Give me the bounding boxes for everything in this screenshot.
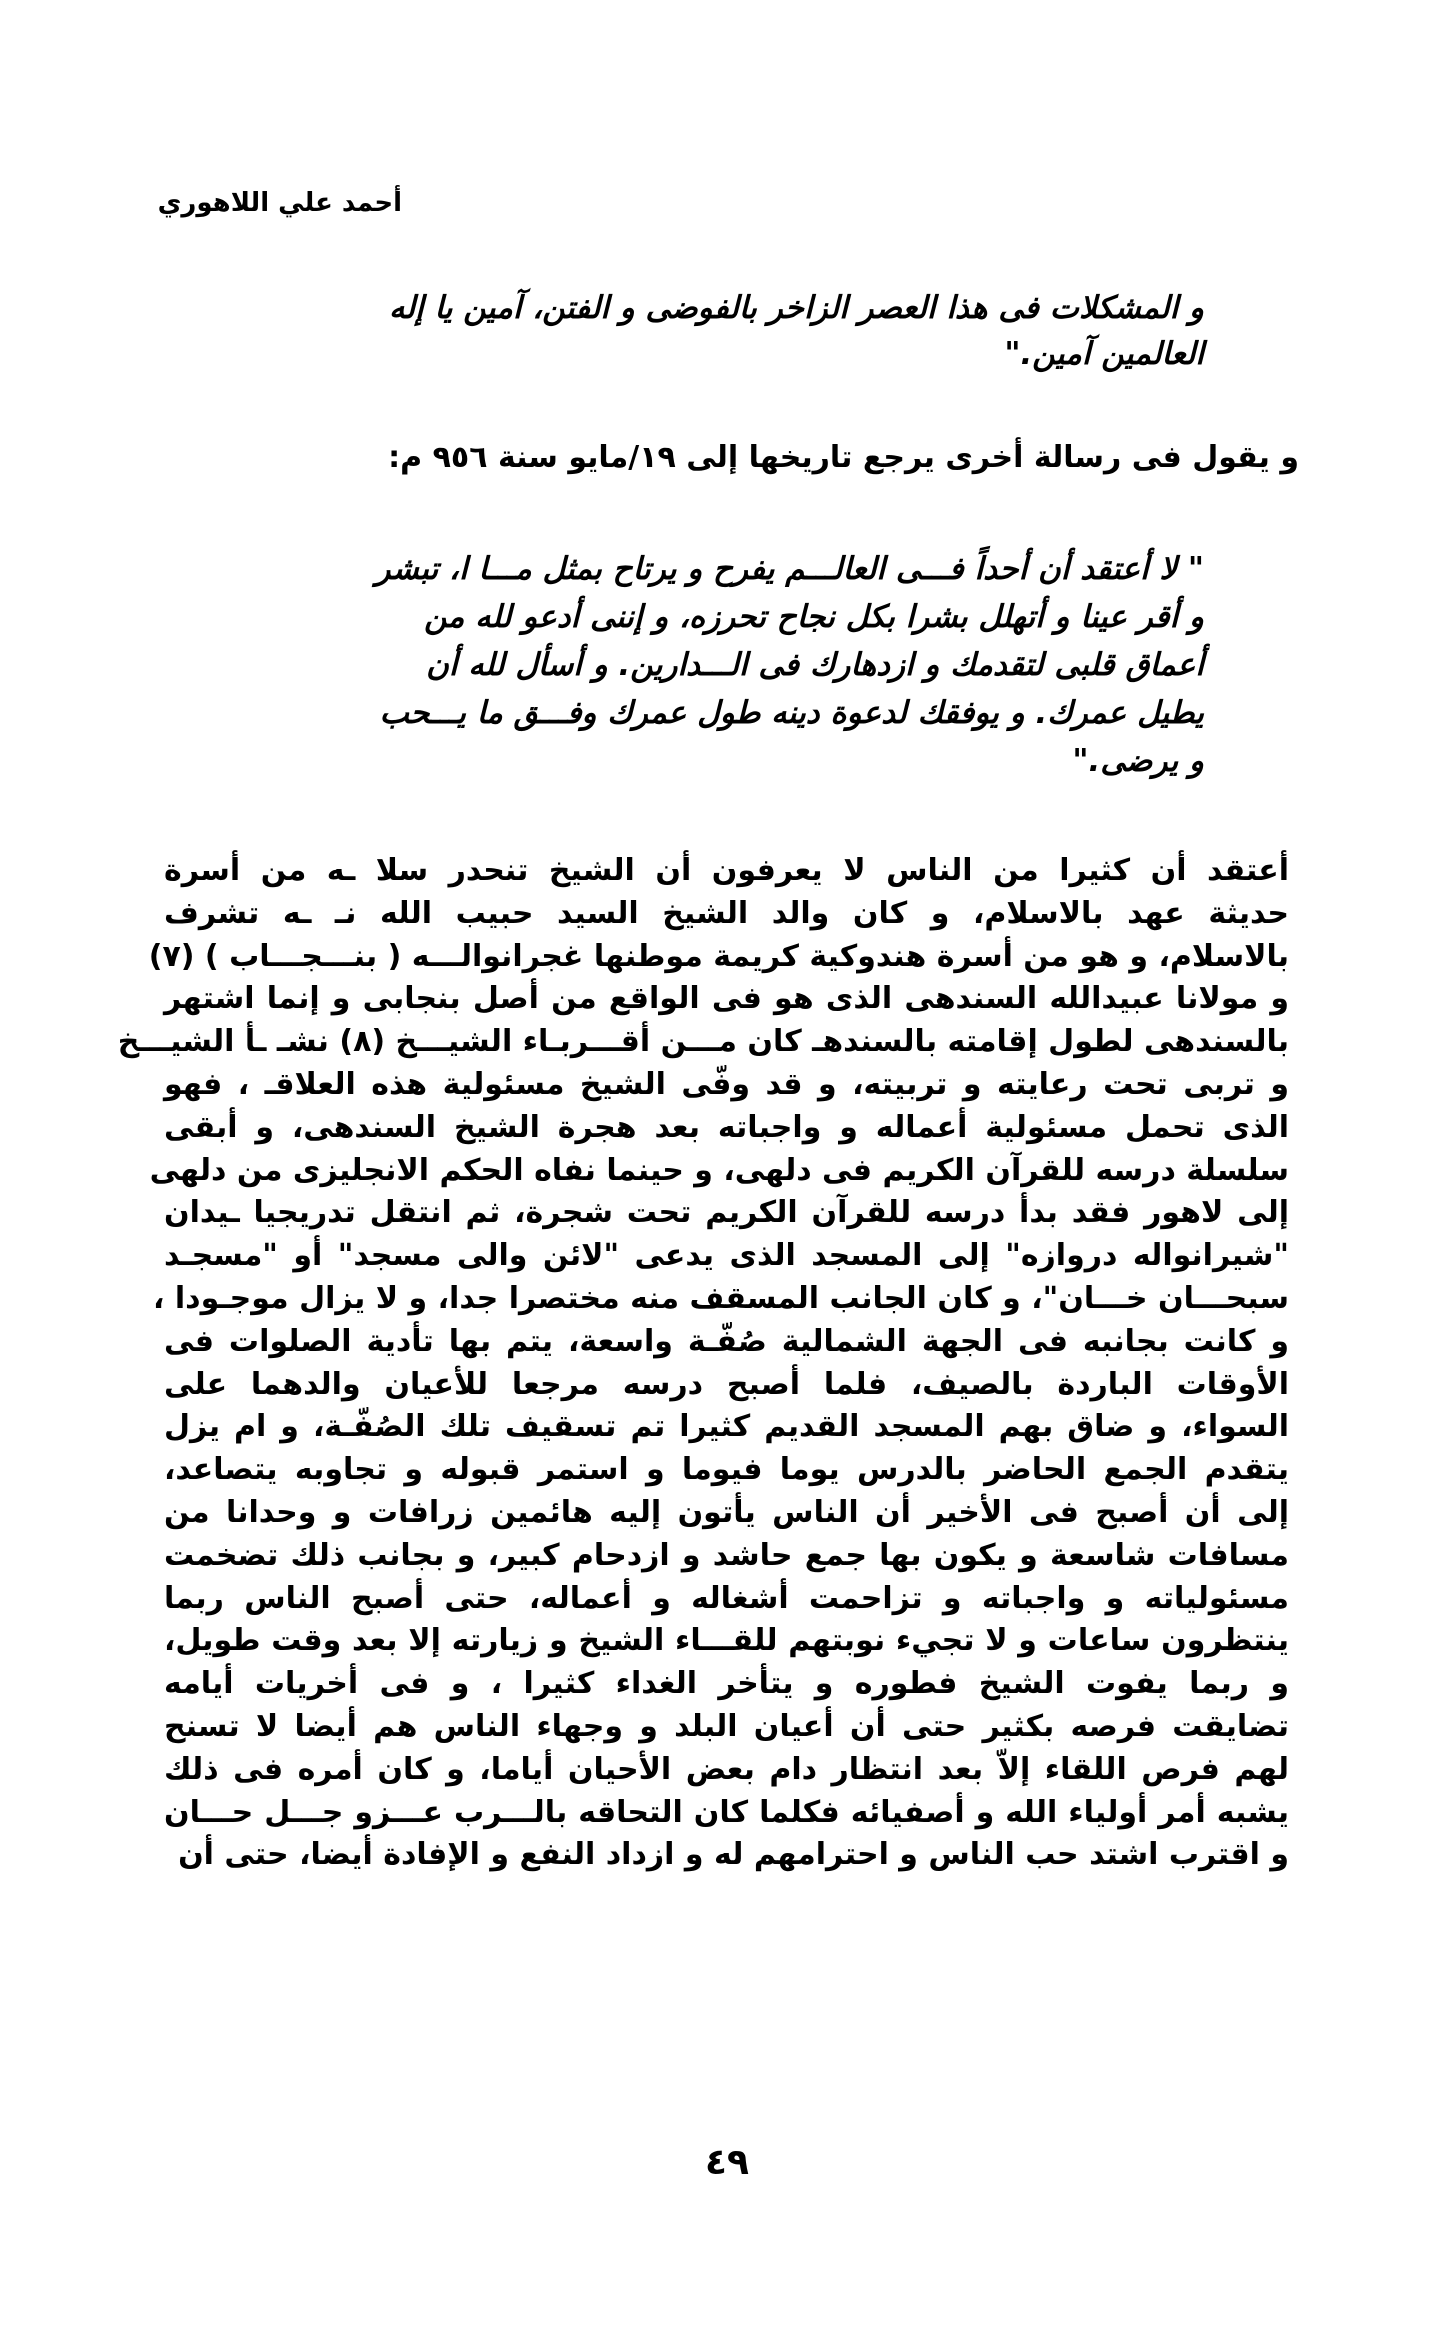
quote-continuation [164,285,1204,377]
page-number: ٤٩ [705,2142,749,2183]
quote-line: و أقر عينا و أتهلل بشرا بكل نجاح تحرزه، و إننى أدعو لله من [424,599,1204,635]
quote-line: " لا أعتقد أن أحداً فـــى العالـــم يفرح و يرتاح بمثل مـــا ا، تبشر [375,551,1204,587]
body-line: "شيرانواله دروازه" إلى المسجد الذى يدعى "لائن والى مسجد" أو "مسجـد [164,1238,1289,1274]
body-line: و مولانا عبيدالله السندهى الذى هو فى الواقع من أصل بنجابى و إنما اشتهر [164,981,1289,1017]
body-line: لهم فرص اللقاء إلاّ بعد انتظار دام بعض الأحيان أياما، و كان أمره فى ذلك [164,1751,1289,1787]
body-line: أعتقد أن كثيرا من الناس لا يعرفون أن الشيخ تنحدر سلا ـه من أسرة [164,853,1289,888]
quote-line: العالمين آمين." [1004,336,1204,372]
body-line: بالاسلام، و هو من أسرة هندوكية كريمة موطنها غجرانوالـــه ( بنـــجـــاب ) (٧) [148,938,1289,974]
body-line: سلسلة درسه للقرآن الكريم فى دلهى، و حينما نفاه الحكم الانجليزى من دلهى [149,1152,1289,1188]
body-line: و تربى تحت رعايته و تربيته، و قد وفّى الشيخ مسئولية هذه العلاقـ ، فهو [164,1066,1289,1102]
body-line: بالسندهى لطول إقامته بالسندهـ كان مـــن أقـــربـاء الشيـــخ (٨) نشـ ـأ الشيـــخ [117,1024,1289,1060]
body-line: و اقترب اشتد حب الناس و احترامهم له و ازداد النفع و الإفادة أيضا، حتى أن [178,1837,1289,1873]
body-line: الأوقات الباردة بالصيف، فلما أصبح درسه مرجعا للأعيان والدهما على [164,1366,1289,1402]
quote-line: و يرضى." [1072,743,1204,779]
body-line: السواء، و ضاق بهم المسجد القديم كثيرا تم تسقيف تلك الصُفّـة، و ام يزل [164,1409,1289,1445]
letter-quote [164,545,1204,785]
body-line: إلى أن أصبح فى الأخير أن الناس يأتون إليه هائمين زرافات و وحدانا من [164,1494,1289,1530]
body-line: الذى تحمل مسئولية أعماله و واجباته بعد هجرة الشيخ السندهى، و أبقى [164,1109,1289,1145]
body-line: ينتظرون ساعات و لا تجيء نوبتهم للقـــاء الشيخ و زيارته إلا بعد وقت طويل، [164,1623,1289,1659]
body-line: و ربما يفوت الشيخ فطوره و يتأخر الغداء كثيرا ، و فى أخريات أيامه [164,1666,1289,1702]
body-line: سبحـــان خـــان"، و كان الجانب المسقف منه مختصرا جدا، و لا يزال موجـودا ، [153,1280,1289,1316]
letter-intro: و يقول فى رسالة أخرى يرجع تاريخها إلى ١٩/مايو سنة ٩٥٦ م: [388,440,1299,475]
body-line: يشبه أمر أولياء الله و أصفيائه فكلما كان التحاقه بالـــرب عـــزو جـــل حـــان [164,1794,1289,1830]
body-line: تضايقت فرصه بكثير حتى أن أعيان البلد و وجهاء الناس هم أيضا لا تسنح [164,1708,1289,1744]
running-header-author: أحمد علي اللاهوري [157,188,402,218]
quote-line: أعماق قلبى لتقدمك و ازدهارك فى الـــدارين. و أسأل لله أن [426,647,1204,683]
body-line: و كانت بجانبه فى الجهة الشمالية صُفّـة واسعة، يتم بها تأدية الصلوات فى [164,1323,1289,1359]
body-line: مسافات شاسعة و يكون بها جمع حاشد و ازدحام كبير، و بجانب ذلك تضخمت [164,1537,1289,1573]
quote-line: و المشكلات فى هذا العصر الزاخر بالفوضى و الفتن، آمين يا إله [388,290,1204,326]
body-line: مسئولياته و واجباته و تزاحمت أشغاله و أعماله، حتى أصبح الناس ربما [164,1580,1289,1616]
body-line: إلى لاهور فقد بدأ درسه للقرآن الكريم تحت شجرة، ثم انتقل تدريجيا ـيدان [164,1195,1289,1231]
body-line: يتقدم الجمع الحاضر بالدرس يوما فيوما و استمر قبوله و تجاوبه يتصاعد، [164,1452,1289,1488]
quote-line: يطيل عمرك. و يوفقك لدعوة دينه طول عمرك وفـــق ما يـــحب [379,695,1204,731]
body-line: حديثة عهد بالاسلام، و كان والد الشيخ السيد حبيب الله نـ ـه تشرف [164,895,1289,931]
body-paragraph [117,850,1289,1877]
